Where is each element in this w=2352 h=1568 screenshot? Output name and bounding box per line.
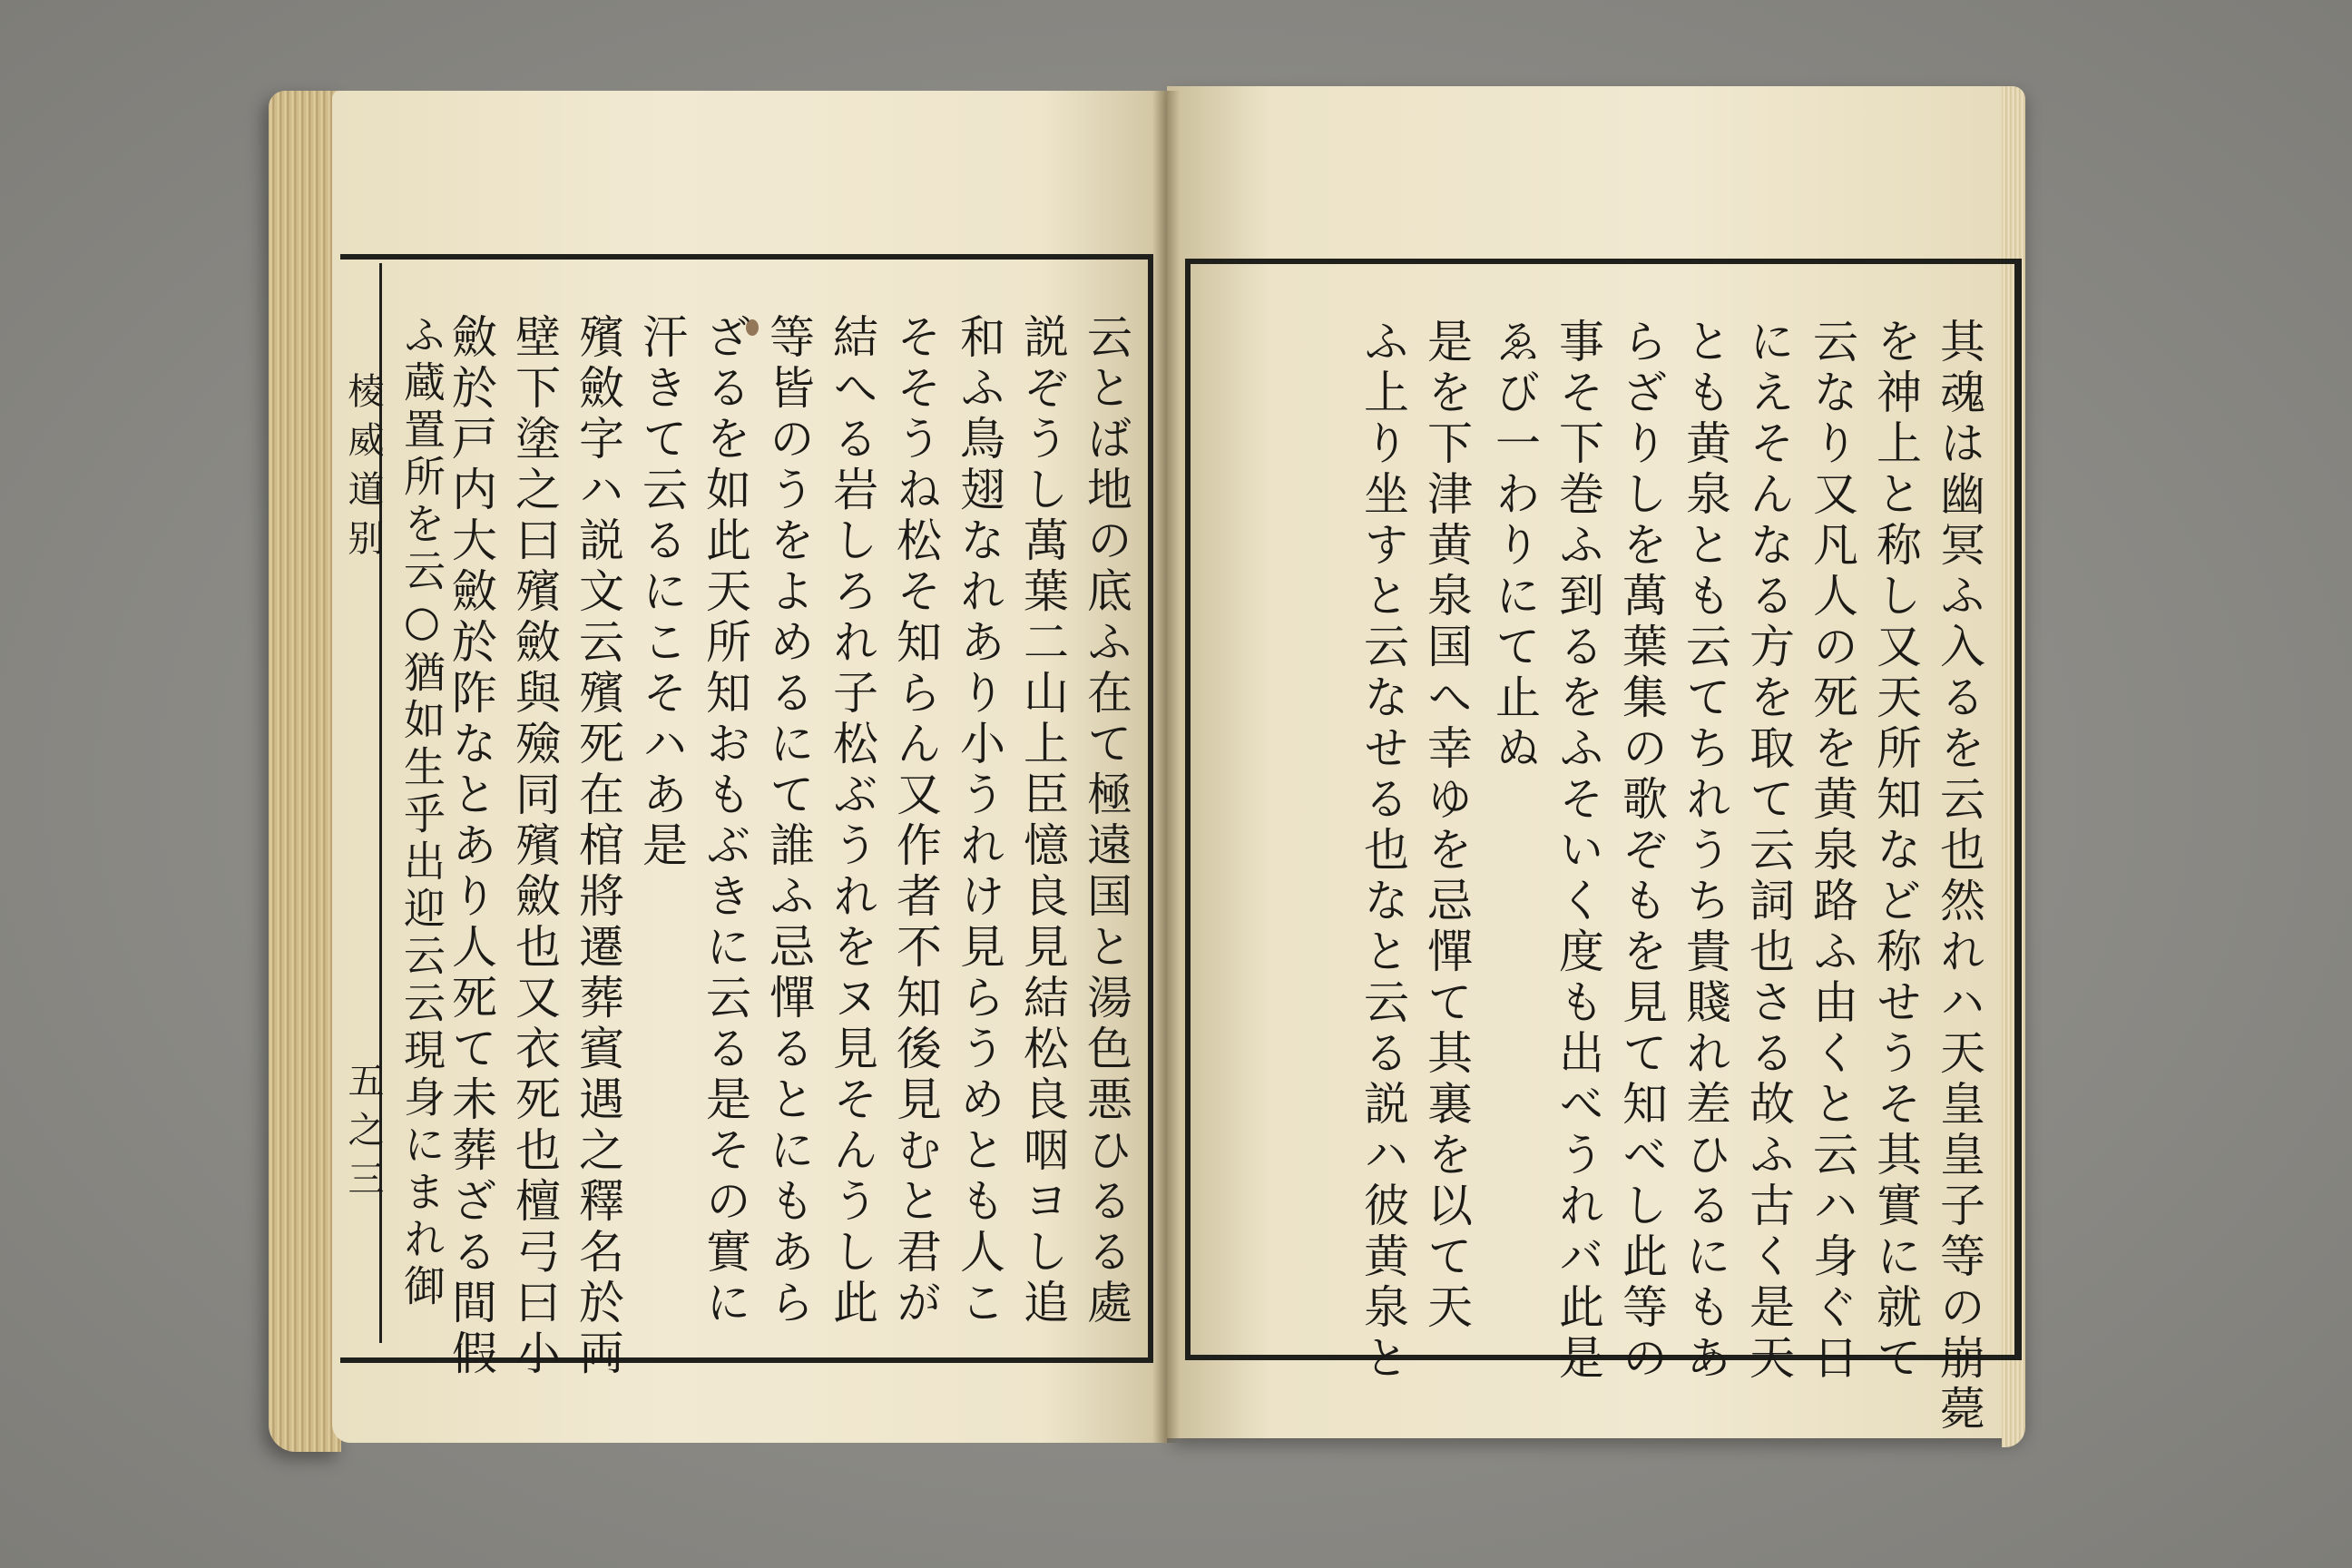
left-column-2: 説ぞうし萬葉二山上臣憶良見結松良咽ヨし追 (1016, 313, 1069, 1329)
book-gutter (1152, 91, 1180, 1443)
left-column-1: 云とば地の底ふ在て極遠国と湯色悪ひるる處 (1080, 313, 1132, 1329)
right-column-6: らざりしを萬葉集の歌ぞもを見て知べし此等の (1615, 318, 1668, 1385)
right-column-10: ふ上り坐すと云なせる也なと云る説ハ彼黄泉と (1357, 318, 1409, 1385)
left-column-5: 結へる岩しろれ子松ぶうれをヌ見そんうし此 (826, 313, 878, 1329)
right-column-4: にえそんなる方を取て云詞也さる故ふ古く是天 (1742, 318, 1795, 1385)
left-column-7: ざるを如此天所知おもぶきに云る是その實に (699, 313, 751, 1329)
left-column-12: ふ蔵置所を云○猶如生乎出迎云云現身にまれ御 (397, 313, 446, 1311)
right-column-5: とも黄泉とも云てちれうち貴賤れ差ひるにもあ (1679, 318, 1731, 1385)
right-column-3: 云なり又凡人の死を黄泉路ふ由くと云ハ身ぐ日 (1806, 318, 1858, 1385)
left-column-9: 殯斂字ハ説文云殯死在棺將遷葬賓遇之釋名於両 (572, 313, 624, 1380)
left-column-11: 斂於戸内大斂於阼なとあり人死て未葬ざる間假 (445, 313, 497, 1380)
right-column-8: ゑび一わりにて止ぬ (1488, 318, 1541, 775)
running-title: 棱威道别 (342, 372, 384, 568)
left-column-8: 汗きて云るにこそハあ是 (635, 313, 688, 872)
right-column-1: 其魂は幽冥ふ入るを云也然れハ天皇皇子等の崩薨 (1933, 318, 1985, 1436)
book-page-edges (269, 91, 341, 1452)
left-column-6: 等皆のうをよめるにて誰ふ忌憚るとにもあら (762, 313, 815, 1329)
right-column-7: 事そ下巻ふ到るをふそいく度も出べうれバ此是 (1552, 318, 1604, 1385)
right-column-9: 是を下津黄泉国へ幸ゆを忌憚て其裏を以て天 (1420, 318, 1473, 1334)
right-column-2: を神上と称し又天所知など称せうそ其實に就て (1869, 318, 1922, 1385)
left-column-10: 壁下塗之曰殯斂與殮同殯斂也又衣死也檀弓曰小 (508, 313, 561, 1380)
left-column-3: 和ふ鳥翅なれあり小うれけ見らうめとも人こ (953, 313, 1005, 1329)
left-column-4: そそうね松そ知らん又作者不知後見むと君が (889, 313, 942, 1329)
page-number: 五之三 (342, 1062, 384, 1209)
